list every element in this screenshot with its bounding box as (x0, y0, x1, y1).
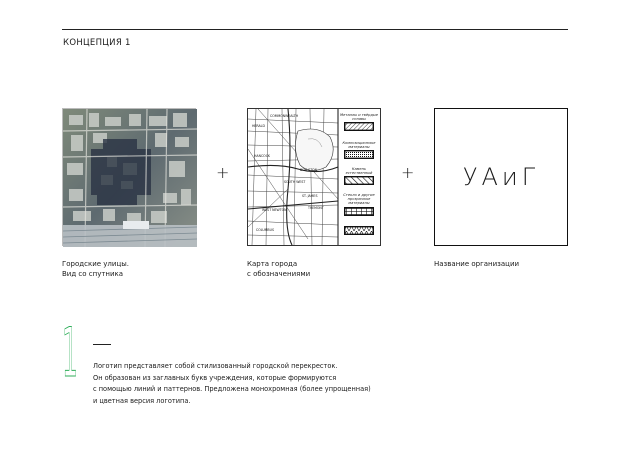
organization-name-box (434, 108, 568, 246)
street-label: WEST NEWTON (262, 208, 287, 212)
plus-sign-2: + (401, 163, 415, 182)
legend-label: Камень естественный (345, 167, 373, 176)
street-label: ST. JAMES (302, 194, 318, 198)
caption-line: Название организации (434, 260, 520, 268)
street-label: COMMONWEALTH (270, 114, 299, 118)
caption-map (247, 259, 310, 279)
street-label: SOUTH WEST (284, 180, 306, 184)
caption-line: Карта города (247, 260, 298, 268)
street-label: COLUMBUS (256, 228, 274, 232)
legend-swatch (344, 150, 374, 159)
legend-label: Стекло и другие прозрачные материалы (343, 193, 375, 206)
legend-swatch (344, 226, 374, 235)
organization-logo-text: УАиГ (462, 163, 540, 191)
plus-sign-1: + (216, 163, 230, 182)
legend-label: Металлы и твёрдые сплавы (340, 113, 378, 122)
legend-item-stone (340, 167, 378, 185)
description-dash (93, 344, 111, 345)
legend-label: Композиционные материалы (342, 141, 376, 150)
legend-swatch (344, 176, 374, 185)
section-number (62, 314, 80, 393)
legend-item-other (340, 225, 378, 235)
caption-line: Городские улицы. (62, 260, 129, 268)
caption-line: с обозначениями (247, 270, 311, 278)
description-text (93, 361, 371, 407)
caption-line: Вид со спутника (62, 270, 124, 278)
legend-item-metals (340, 113, 378, 131)
legend-item-composites (340, 141, 378, 159)
legend-swatch (344, 122, 374, 131)
satellite-image (62, 108, 196, 246)
page-title: КОНЦЕПЦИЯ 1 (63, 38, 131, 48)
city-map (247, 108, 381, 246)
description-line: и цветная версия логотипа. (93, 396, 191, 405)
description-line: Логотип представляет собой стилизованный городской перекресток. (93, 362, 338, 370)
top-divider (62, 29, 568, 30)
street-label: TREMONT (308, 206, 324, 210)
caption-organization (434, 259, 519, 269)
street-label: BOYLSTON (300, 168, 318, 172)
caption-satellite (62, 259, 129, 279)
street-label: HANCOCK (254, 154, 271, 158)
satellite-illustration (63, 109, 197, 247)
legend-swatch (344, 207, 374, 216)
description-line: с помощью линий и паттернов. Предложена монохромная (более упрощенная) (93, 385, 371, 393)
section-number-glyph: 1 (62, 314, 78, 393)
description-line: Он образован из заглавных букв учреждения, которые формируются (93, 373, 337, 382)
legend-item-glass (340, 193, 378, 216)
street-label: HERALD (252, 124, 265, 128)
